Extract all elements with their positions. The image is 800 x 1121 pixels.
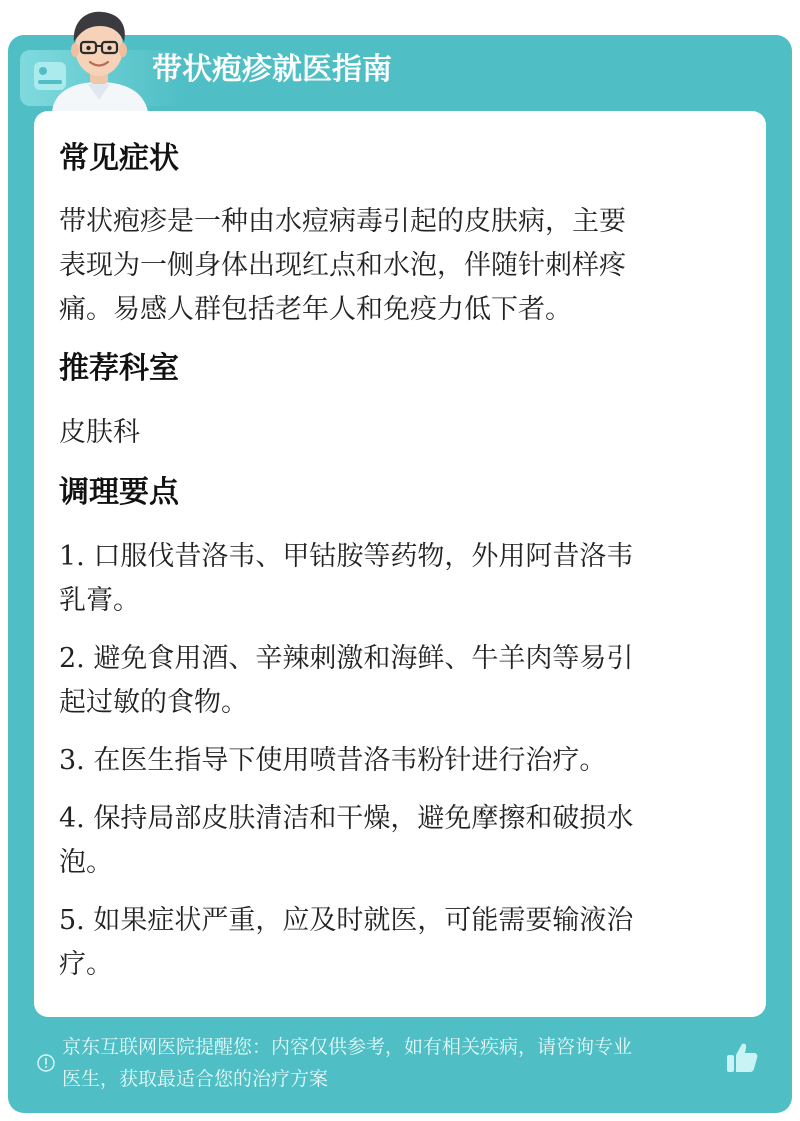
list-item: 5. 如果症状严重，应及时就医，可能需要输液治 疗。 — [59, 905, 634, 980]
care-list — [59, 535, 749, 987]
symptoms-line: 带状疱疹是一种由水痘病毒引起的皮肤病，主要 — [59, 206, 626, 237]
section-title-care: 调理要点 — [59, 475, 179, 510]
list-item: 2. 避免食用酒、辛辣刺激和海鲜、牛羊肉等易引 起过敏的食物。 — [59, 643, 634, 718]
doctor-avatar — [44, 4, 154, 112]
list-item: 3. 在医生指导下使用喷昔洛韦粉针进行治疗。 — [59, 745, 607, 776]
disclaimer-line: 医生，获取最适合您的治疗方案 — [62, 1068, 329, 1090]
page-title: 带状疱疹就医指南 — [152, 52, 392, 87]
section-title-symptoms: 常见症状 — [59, 141, 179, 176]
symptoms-line: 表现为一侧身体出现红点和水泡，伴随针刺样疼 — [59, 250, 626, 281]
info-icon — [36, 1053, 56, 1073]
list-item: 1. 口服伐昔洛韦、甲钴胺等药物，外用阿昔洛韦 乳膏。 — [59, 541, 634, 616]
thumbs-up-icon[interactable] — [724, 1040, 760, 1076]
symptoms-line: 痛。易感人群包括老年人和免疫力低下者。 — [59, 294, 572, 325]
disclaimer — [36, 1031, 736, 1095]
section-title-department: 推荐科室 — [59, 351, 179, 386]
content-card — [34, 111, 766, 1017]
department-value: 皮肤科 — [59, 417, 140, 448]
disclaimer-line: 京东互联网医院提醒您：内容仅供参考，如有相关疾病，请咨询专业 — [62, 1036, 633, 1058]
list-item: 4. 保持局部皮肤清洁和干燥，避免摩擦和破损水 泡。 — [59, 803, 634, 878]
